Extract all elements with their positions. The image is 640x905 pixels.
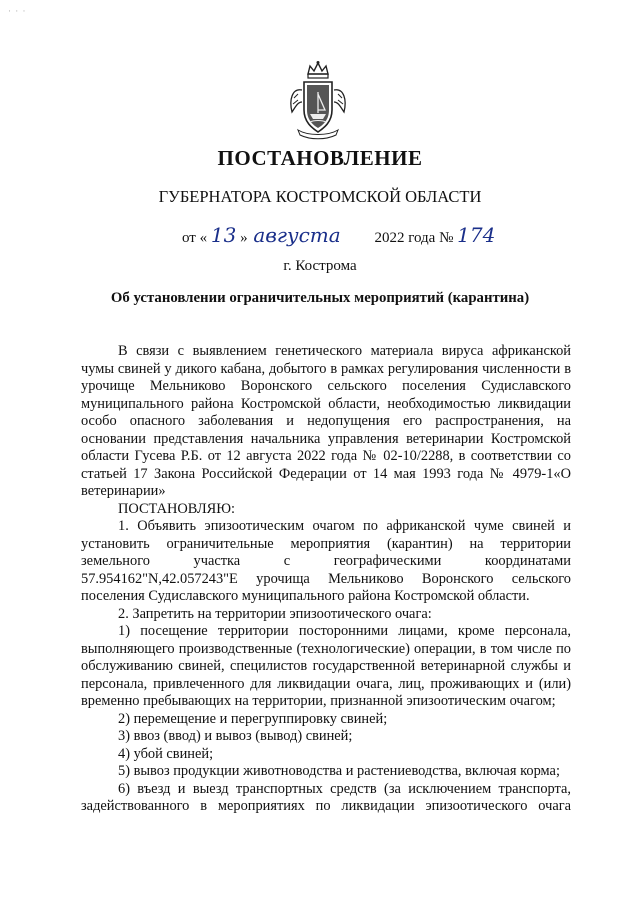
paragraph-1: 1. Объявить эпизоотическим очагом по африканской чуме свиней и установить ограничительные мероприятия (карантин) на территории земельного участка с географическими координатами 57.954162"N,42.057243"E урочища Мельниково Воронского сельского поселения Судиславского муниципального района Костромской области. [81, 518, 571, 604]
preamble-paragraph: В связи с выявлением генетического материала вируса африканской чумы свиней у дикого кабана, добытого в рамках регулирования численности в урочище Мельниково Воронского сельского поселения Судиславского муниципального района Костромской области, необходимостью ликвидации особо опасного заболевания и недопущения его распространения, на основании представления начальника управления ветеринарии Костромской области Гусева Р.Б. от 12 августа 2022 года № 02-10/2288, в соответствии со статьей 17 Закона Российской Федерации от 14 мая 1993 года № 4979-1«О ветеринарии» [81, 343, 571, 499]
year-and-number-label: 2022 года № [374, 230, 454, 246]
decree-word: ПОСТАНОВЛЯЮ: [118, 500, 236, 517]
handwritten-month: августа [253, 223, 341, 247]
document-title: ПОСТАНОВЛЕНИЕ [217, 146, 423, 170]
item-2: 2) перемещение и перегруппировку свиней; [118, 710, 388, 727]
issuer-line: ГУБЕРНАТОРА КОСТРОМСКОЙ ОБЛАСТИ [158, 187, 482, 206]
item-6: 6) въезд и выезд транспортных средств (за исключением транспорта, задействованного в мероприятиях по ликвидации эпизоотического очага [81, 780, 571, 814]
document-body [81, 343, 571, 816]
coat-of-arms-emblem [286, 60, 350, 140]
handwritten-number: 174 [457, 223, 496, 247]
scan-marks: · · · [8, 6, 27, 16]
paragraph-2: 2. Запретить на территории эпизоотического очага: [118, 605, 432, 622]
date-mid: » [240, 230, 248, 246]
date-number-line [182, 223, 495, 247]
item-3: 3) ввоз (ввод) и вывоз (вывод) свиней; [118, 728, 353, 744]
document-subject: Об установлении ограничительных мероприятий (карантина) [110, 290, 530, 306]
item-5: 5) вывоз продукции животноводства и растениеводства, включая корма; [118, 763, 560, 779]
city-line: г. Кострома [283, 258, 357, 274]
handwritten-day: 13 [210, 223, 237, 247]
item-4: 4) убой свиней; [118, 745, 214, 762]
date-prefix: от « [182, 230, 208, 246]
item-1: 1) посещение территории посторонними лицами, кроме персонала, выполняющего производственные (технологические) операции, в том числе по обслуживанию свиней, специлистов государственной ветеринарной службы и персонала, привлеченного для ликвидации очага, лиц, проживающих и (или) временно пребывающих на территории, признанной эпизоотическим очагом; [81, 623, 571, 709]
